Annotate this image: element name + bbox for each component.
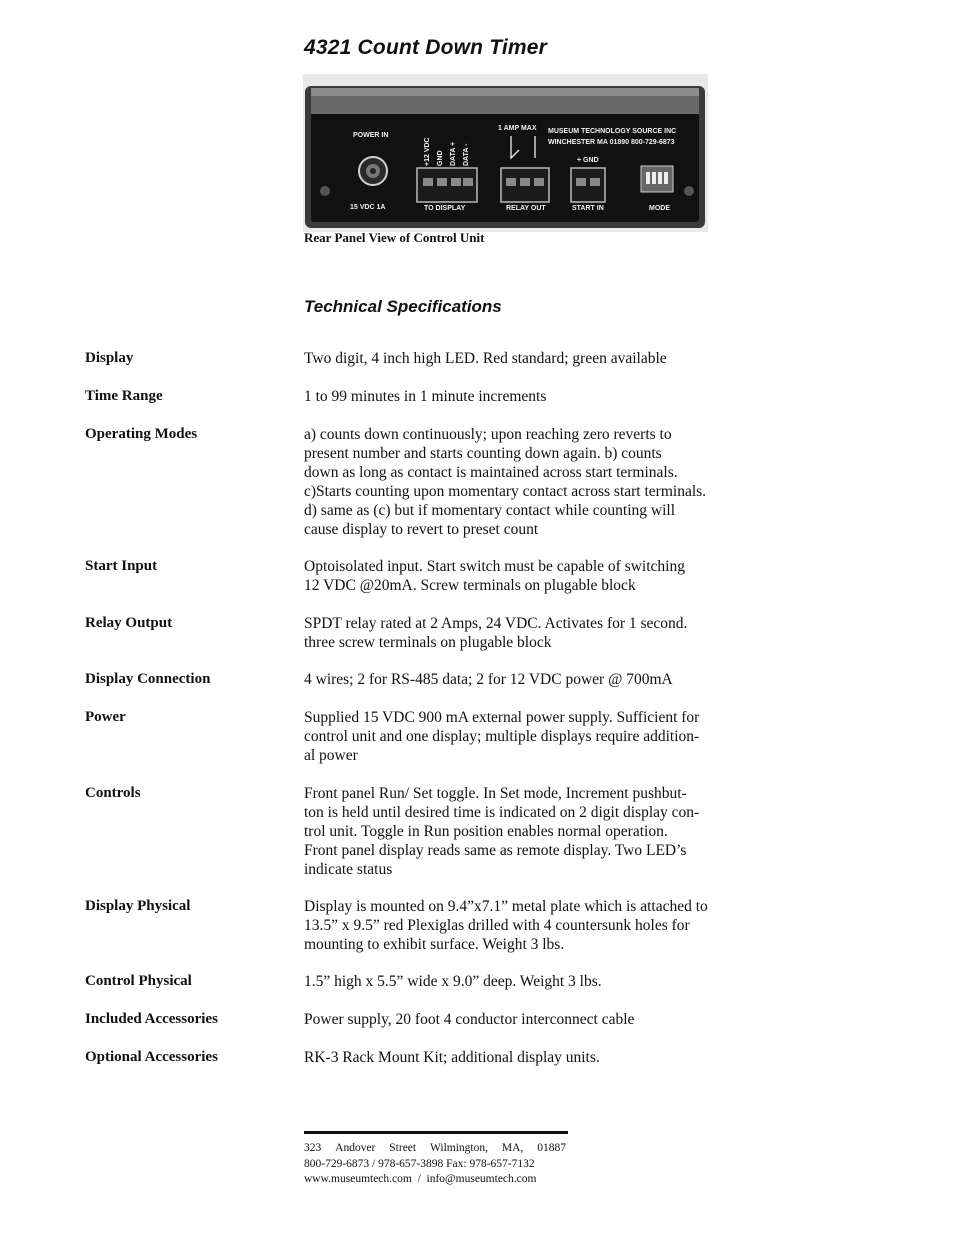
spec-label: Optional Accessories bbox=[85, 1049, 218, 1065]
spec-value: Power supply, 20 foot 4 conductor interconnect cable bbox=[304, 1011, 635, 1028]
label-start-in: START IN bbox=[572, 205, 604, 212]
footer-divider bbox=[304, 1131, 568, 1134]
label-gnd: GND bbox=[437, 150, 444, 166]
spec-value: Optoisolated input. Start switch must be capable of switching 12 VDC @20mA. Screw terminals on plugable block bbox=[304, 558, 685, 594]
spec-value: SPDT relay rated at 2 Amps, 24 VDC. Activates for 1 second. three screw terminals on plugable block bbox=[304, 615, 688, 651]
footer-phones: 800-729-6873 / 978-657-3898 Fax: 978-657-7132 bbox=[304, 1157, 535, 1170]
label-12vdc: +12 VDC bbox=[424, 137, 431, 166]
label-mode: MODE bbox=[649, 205, 670, 212]
spec-label: Included Accessories bbox=[85, 1011, 218, 1027]
spec-value: 4 wires; 2 for RS-485 data; 2 for 12 VDC power @ 700mA bbox=[304, 671, 673, 688]
label-data-minus: DATA - bbox=[463, 143, 470, 166]
spec-label: Operating Modes bbox=[85, 426, 198, 442]
footer-address: 323 Andover Street Wilmington, MA, 01887 bbox=[304, 1142, 566, 1154]
spec-label: Time Range bbox=[85, 388, 163, 404]
spec-label: Control Physical bbox=[85, 973, 192, 989]
spec-value: 1.5” high x 5.5” wide x 9.0” deep. Weight 3 lbs. bbox=[304, 973, 602, 990]
spec-label: Power bbox=[85, 709, 126, 725]
spec-label: Relay Output bbox=[85, 615, 173, 631]
label-data-plus: DATA + bbox=[450, 141, 457, 166]
spec-value: a) counts down continuously; upon reaching zero reverts to present number and starts counting down again. b) counts down as long as contact is maintained across start terminals. c)Starts counting upon momentary contact across start terminals. d) same as (c) but if momentary contact while counting will cause display to revert to preset count bbox=[304, 426, 707, 538]
label-relay-out: RELAY OUT bbox=[506, 205, 546, 212]
label-to-display: TO DISPLAY bbox=[424, 205, 466, 212]
label-power-in: POWER IN bbox=[353, 132, 389, 139]
spec-label: Start Input bbox=[85, 558, 158, 574]
spec-value: RK-3 Rack Mount Kit; additional display units. bbox=[304, 1049, 600, 1066]
spec-value: Two digit, 4 inch high LED. Red standard; green available bbox=[304, 350, 667, 367]
label-plus-gnd: + GND bbox=[577, 157, 599, 164]
label-15vdc: 15 VDC 1A bbox=[350, 204, 386, 211]
spec-value: Supplied 15 VDC 900 mA external power supply. Sufficient for control unit and one display; multiple displays require addition- al power bbox=[304, 709, 700, 764]
spec-value: 1 to 99 minutes in 1 minute increments bbox=[304, 388, 547, 405]
page-title: 4321 Count Down Timer bbox=[304, 36, 548, 59]
rear-panel-photo bbox=[303, 74, 708, 232]
photo-caption: Rear Panel View of Control Unit bbox=[304, 230, 485, 245]
label-company-1: MUSEUM TECHNOLOGY SOURCE INC bbox=[548, 128, 677, 135]
footer-web-email: www.museumtech.com / info@museumtech.com bbox=[304, 1173, 537, 1185]
spec-label: Display bbox=[85, 350, 134, 366]
label-company-2: WINCHESTER MA 01890 800-729-6873 bbox=[548, 139, 675, 146]
spec-label: Display Connection bbox=[85, 671, 211, 687]
spec-label: Display Physical bbox=[85, 898, 191, 914]
label-1-amp-max: 1 AMP MAX bbox=[498, 125, 537, 132]
footer-contact bbox=[304, 1141, 566, 1188]
section-heading: Technical Specifications bbox=[304, 297, 502, 316]
spec-value: Front panel Run/ Set toggle. In Set mode, Increment pushbut- ton is held until desired time is indicated on 2 digit display con- trol unit. Toggle in Run position enables normal operation. Front panel display reads same as remote display. Two LED’s indicate status bbox=[304, 785, 700, 878]
spec-value: Display is mounted on 9.4”x7.1” metal plate which is attached to 13.5” x 9.5” red Plexiglas drilled with 4 countersunk holes for mounting to exhibit surface. Weight 3 lbs. bbox=[304, 898, 708, 953]
spec-label: Controls bbox=[85, 785, 141, 801]
